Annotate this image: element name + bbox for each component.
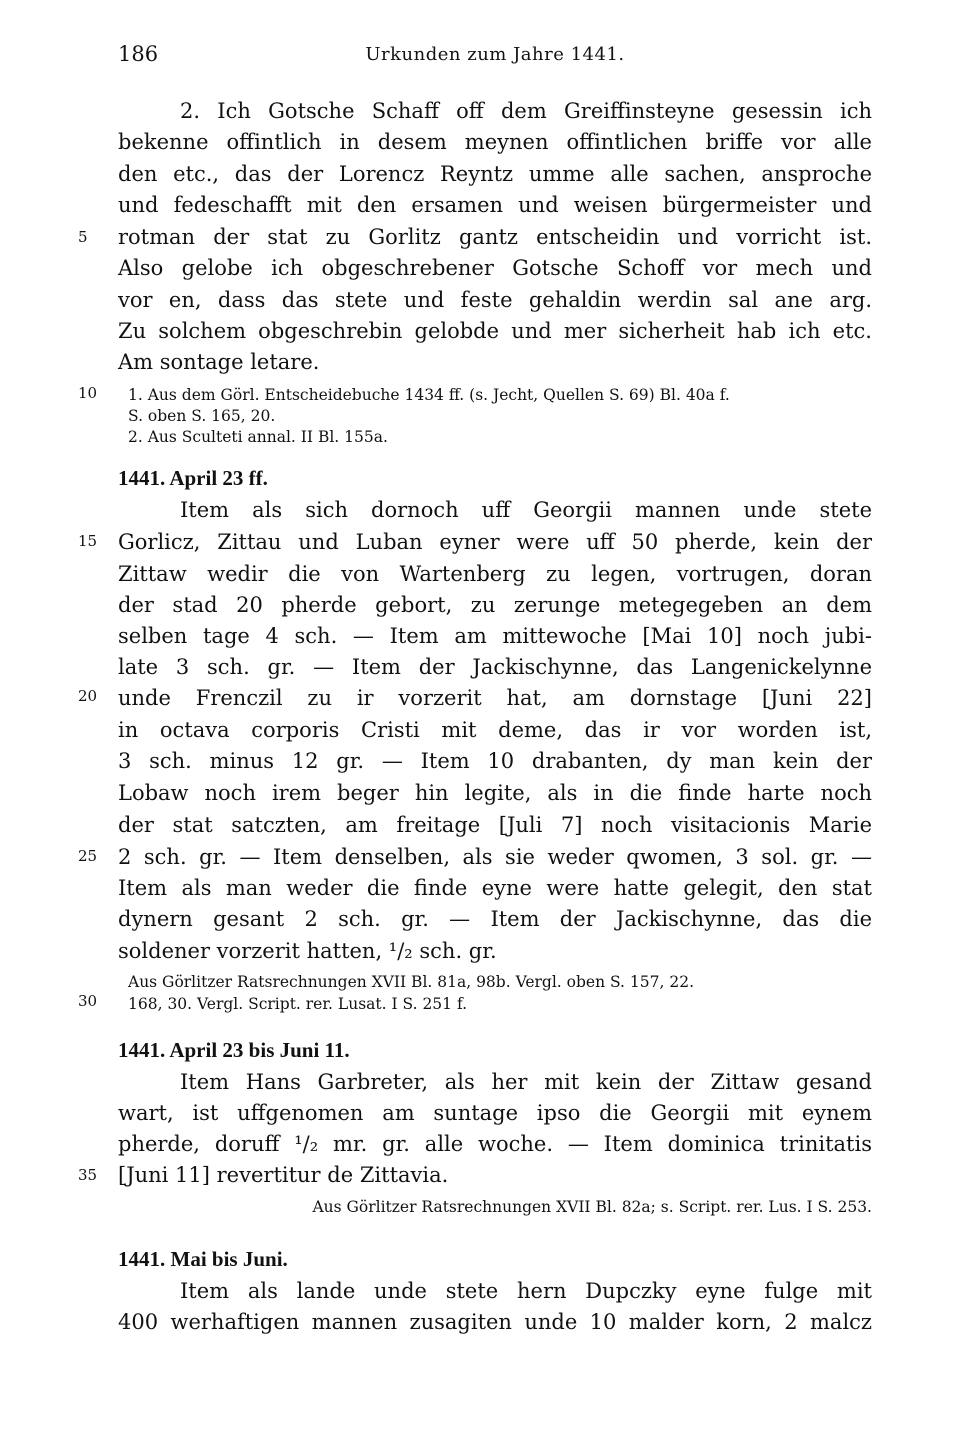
margin-line-number: 25 xyxy=(78,847,98,865)
page-number: 186 xyxy=(118,42,159,66)
text-line: in octava corporis Cristi mit deme, das ir vor worden ist, xyxy=(118,718,872,742)
source-note: 168, 30. Vergl. Script. rer. Lusat. I S. 251 f. xyxy=(128,995,468,1013)
margin-line-number: 35 xyxy=(78,1166,98,1184)
source-note: 2. Aus Sculteti annal. II Bl. 155a. xyxy=(128,428,388,446)
source-note: Aus Görlitzer Ratsrechnungen XVII Bl. 81a, 98b. Vergl. oben S. 157, 22. xyxy=(128,973,694,991)
text-line: pherde, doruff ¹/₂ mr. gr. alle woche. — Item dominica trinitatis xyxy=(118,1132,872,1156)
text-line: Lobaw noch irem beger hin legite, als in die finde harte noch xyxy=(118,781,872,805)
source-note: S. oben S. 165, 20. xyxy=(128,407,276,425)
text-line: [Juni 11] revertitur de Zittavia. xyxy=(118,1163,449,1187)
text-line: Item als lande unde stete hern Dupczky eyne fulge mit xyxy=(180,1279,872,1303)
text-line: rotman der stat zu Gorlitz gantz entscheidin und vorricht ist. xyxy=(118,225,872,249)
text-line: den etc., das der Lorencz Reyntz umme alle sachen, ansproche xyxy=(118,162,872,186)
text-line: dynern gesant 2 sch. gr. — Item der Jackischynne, das die xyxy=(118,907,872,931)
text-line: der stat satczten, am freitage [Juli 7] noch visitacionis Marie xyxy=(118,813,872,837)
margin-line-number: 20 xyxy=(78,687,98,705)
page-header xyxy=(118,42,872,82)
text-line: 3 sch. minus 12 gr. — Item 10 drabanten, dy man kein der xyxy=(118,749,872,773)
entry-heading: 1441. April 23 ff. xyxy=(118,466,268,490)
running-title: Urkunden zum Jahre 1441. xyxy=(365,44,625,65)
source-note: 1. Aus dem Görl. Entscheidebuche 1434 ff. (s. Jecht, Quellen S. 69) Bl. 40a f. xyxy=(128,386,730,404)
text-line: vor en, dass das stete und feste gehaldin werdin sal ane arg. xyxy=(118,288,872,312)
margin-line-number: 30 xyxy=(78,992,98,1010)
text-line: unde Frenczil zu ir vorzerit hat, am dornstage [Juni 22] xyxy=(118,686,872,710)
text-line: Item als sich dornoch uff Georgii mannen unde stete xyxy=(180,498,872,522)
text-line: 2 sch. gr. — Item denselben, als sie weder qwomen, 3 sol. gr. — xyxy=(118,845,872,869)
entry-heading: 1441. Mai bis Juni. xyxy=(118,1247,288,1271)
text-line: 2. Ich Gotsche Schaff off dem Greiffinsteyne gesessin ich xyxy=(180,99,872,123)
text-line: 400 werhaftigen mannen zusagiten unde 10 malder korn, 2 malcz xyxy=(118,1310,872,1334)
text-line: Gorlicz, Zittau und Luban eyner were uff 50 pherde, kein der xyxy=(118,530,872,554)
margin-line-number: 15 xyxy=(78,532,98,550)
text-line: bekenne offintlich in desem meynen offintlichen briffe vor alle xyxy=(118,130,872,154)
text-line: wart, ist uffgenomen am suntage ipso die Georgii mit eynem xyxy=(118,1101,872,1125)
text-line: und fedeschafft mit den ersamen und weisen bürgermeister und xyxy=(118,193,872,217)
text-line: Also gelobe ich obgeschrebener Gotsche Schoff vor mech und xyxy=(118,256,872,280)
entry-heading: 1441. April 23 bis Juni 11. xyxy=(118,1038,350,1062)
margin-line-number: 10 xyxy=(78,384,98,402)
margin-line-number: 5 xyxy=(78,228,88,246)
text-line: soldener vorzerit hatten, ¹/₂ sch. gr. xyxy=(118,939,497,963)
text-line: Item Hans Garbreter, als her mit kein der Zittaw gesand xyxy=(180,1070,872,1094)
text-line: late 3 sch. gr. — Item der Jackischynne, das Langenickelynne xyxy=(118,655,872,679)
text-line: Item als man weder die finde eyne were hatte gelegit, den stat xyxy=(118,876,872,900)
text-line: Zittaw wedir die von Wartenberg zu legen, vortrugen, doran xyxy=(118,562,872,586)
text-line: Zu solchem obgeschrebin gelobde und mer sicherheit hab ich etc. xyxy=(118,319,872,343)
text-line: selben tage 4 sch. — Item am mittewoche [Mai 10] noch jubi- xyxy=(118,624,872,648)
source-note: Aus Görlitzer Ratsrechnungen XVII Bl. 82a; s. Script. rer. Lus. I S. 253. xyxy=(312,1198,872,1216)
text-line: Am sontage letare. xyxy=(118,350,320,374)
text-line: der stad 20 pherde gebort, zu zerunge metegegeben an dem xyxy=(118,593,872,617)
